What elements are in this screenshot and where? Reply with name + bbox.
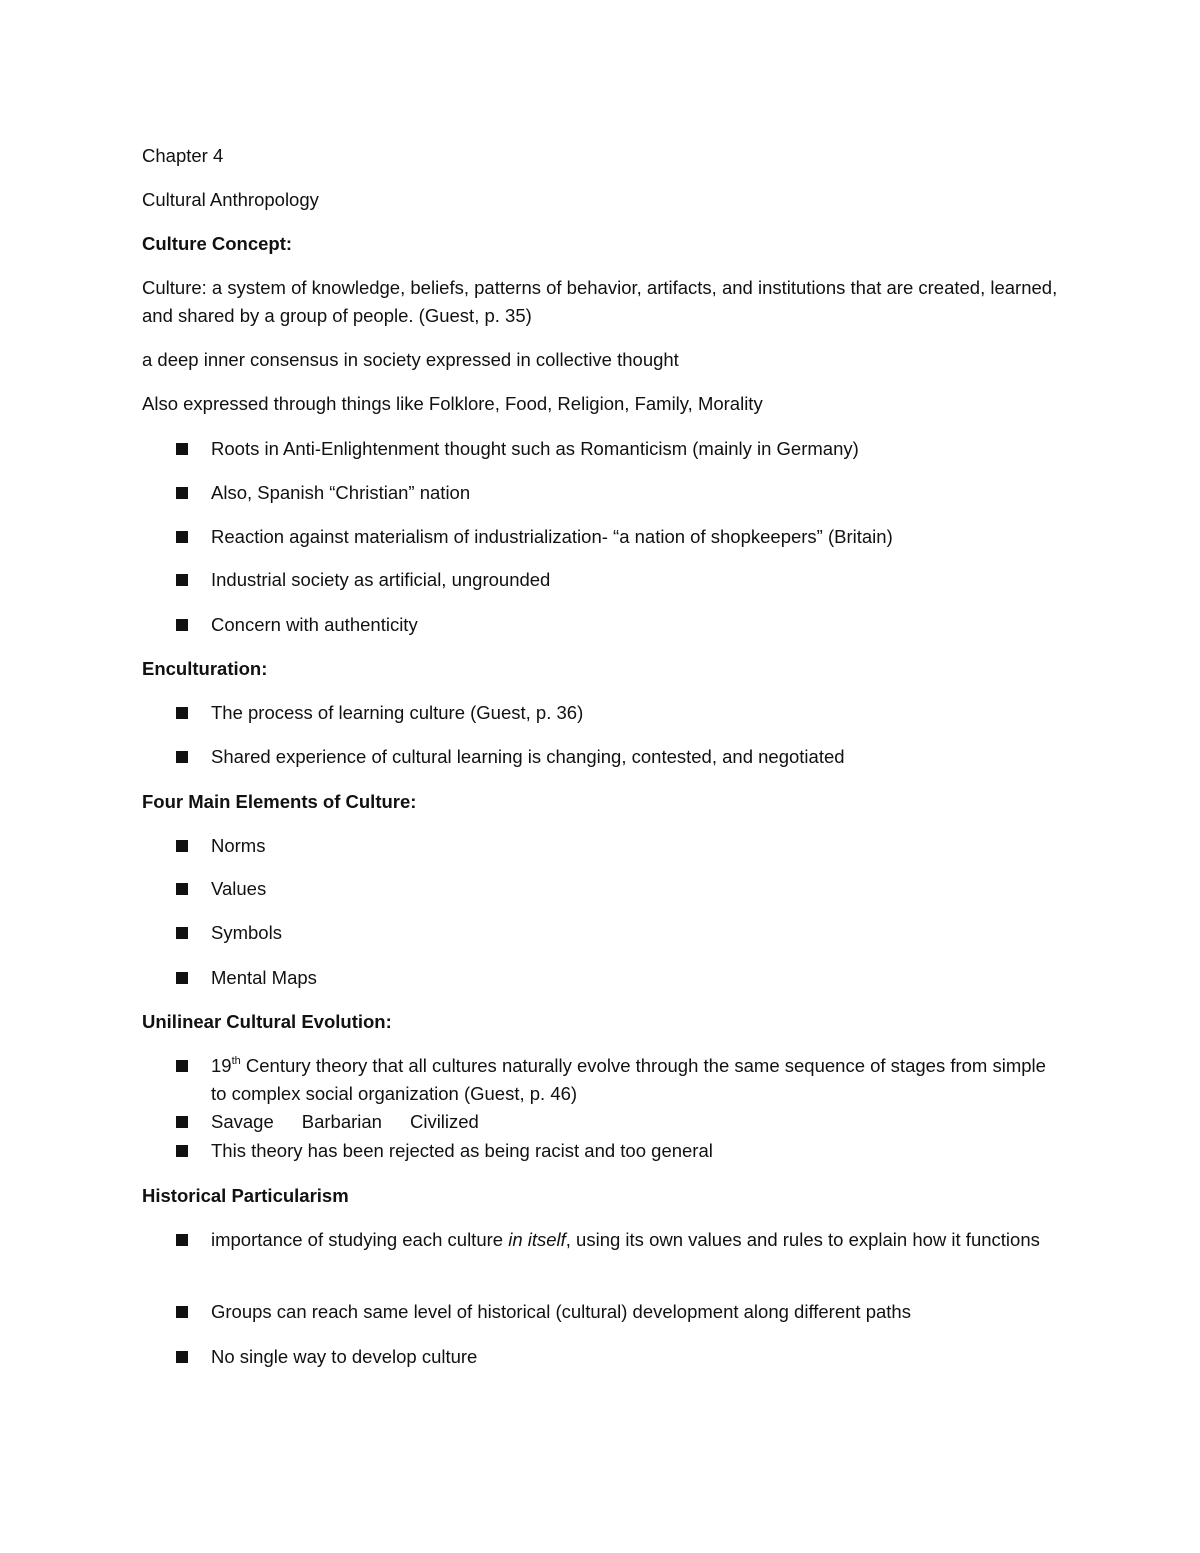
bullet-marker — [176, 883, 188, 895]
bullet-marker — [176, 927, 188, 939]
bullet-marker — [176, 443, 188, 455]
list-item: The process of learning culture (Guest, p. 36) — [211, 702, 584, 723]
list-item: Shared experience of cultural learning is changing, contested, and negotiated — [211, 746, 845, 767]
list-item: No single way to develop culture — [211, 1346, 478, 1367]
emphasis-text: in itself — [508, 1229, 566, 1250]
section-heading-unilinear: Unilinear Cultural Evolution: — [142, 1011, 392, 1032]
stage-barbarian: Barbarian — [301, 1111, 382, 1132]
century-number: 19 — [211, 1055, 232, 1076]
bullet-marker — [176, 751, 188, 763]
list-item-text: Century theory that all cultures naturally evolve through the same sequence of stages from simple to complex social organization (Guest, p. 46) — [211, 1055, 1046, 1104]
list-item: Values — [211, 878, 267, 899]
bullet-marker — [176, 1306, 188, 1318]
bullet-marker — [176, 574, 188, 586]
list-item: Industrial society as artificial, ungrounded — [211, 569, 551, 590]
bullet-marker — [176, 619, 188, 631]
bullet-marker — [176, 1351, 188, 1363]
stage-savage: Savage — [211, 1111, 274, 1132]
bullet-marker — [176, 487, 188, 499]
list-item: Reaction against materialism of industrialization- “a nation of shopkeepers” (Britain) — [211, 526, 893, 547]
bullet-marker — [176, 840, 188, 852]
list-item: Symbols — [211, 922, 282, 943]
list-item: This theory has been rejected as being racist and too general — [211, 1140, 713, 1161]
bullet-marker — [176, 707, 188, 719]
list-item: Also, Spanish “Christian” nation — [211, 482, 471, 503]
bullet-marker — [176, 1116, 188, 1128]
list-item — [211, 1052, 1061, 1108]
bullet-marker — [176, 531, 188, 543]
list-item: Roots in Anti-Enlightenment thought such as Romanticism (mainly in Germany) — [211, 438, 859, 459]
list-item: Concern with authenticity — [211, 614, 418, 635]
section-heading-historical: Historical Particularism — [142, 1185, 349, 1206]
stage-civilized: Civilized — [409, 1111, 479, 1132]
list-item: Norms — [211, 835, 266, 856]
bullet-marker — [176, 972, 188, 984]
list-item-text: , using its own values and rules to explain how it functions — [565, 1229, 1040, 1250]
bullet-marker — [176, 1234, 188, 1246]
list-item: Mental Maps — [211, 967, 317, 988]
culture-definition: Culture: a system of knowledge, beliefs, patterns of behavior, artifacts, and institutions that are created, learned, and shared by a group of people. (Guest, p. 35) — [142, 277, 1058, 326]
bullet-marker — [176, 1145, 188, 1157]
ordinal-suffix: th — [231, 1055, 241, 1067]
bullet-marker — [176, 1060, 188, 1072]
list-item-stages — [211, 1110, 479, 1134]
section-heading-culture-concept: Culture Concept: — [142, 233, 293, 254]
list-item: Groups can reach same level of historical (cultural) development along different paths — [211, 1301, 911, 1322]
section-heading-four-elements: Four Main Elements of Culture: — [142, 791, 417, 812]
chapter-title: Chapter 4 — [142, 145, 224, 166]
list-item — [211, 1226, 1061, 1254]
culture-expression-line: Also expressed through things like Folklore, Food, Religion, Family, Morality — [142, 393, 763, 414]
culture-consensus-line: a deep inner consensus in society expressed in collective thought — [142, 349, 679, 370]
section-heading-enculturation: Enculturation: — [142, 658, 268, 679]
course-subtitle: Cultural Anthropology — [142, 189, 319, 210]
list-item-text: importance of studying each culture — [211, 1229, 509, 1250]
